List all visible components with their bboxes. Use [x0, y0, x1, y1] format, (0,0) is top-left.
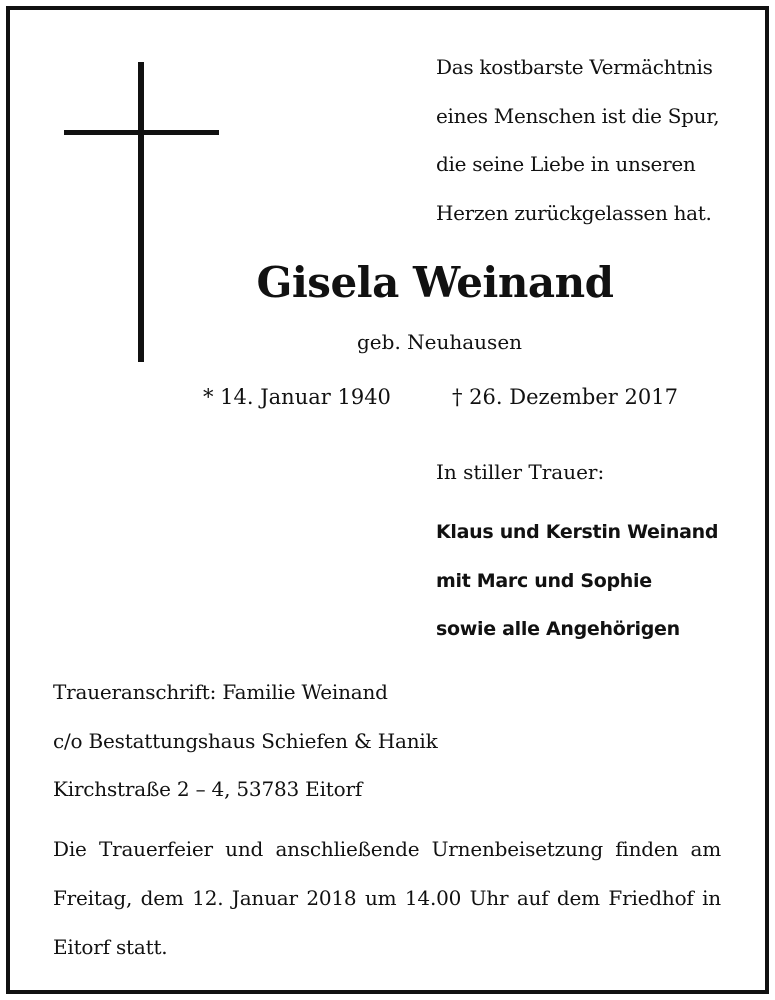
- quote-line: Das kostbarste Vermächtnis: [436, 55, 713, 79]
- mourner-line: Klaus und Kerstin Weinand: [436, 521, 719, 543]
- address-line: Traueranschrift: Familie Weinand: [53, 680, 388, 704]
- death-date: † 26. Dezember 2017: [452, 385, 678, 409]
- mourners-heading: In stiller Trauer:: [436, 460, 605, 484]
- memorial-quote: [436, 43, 719, 237]
- quote-line: eines Menschen ist die Spur,: [436, 103, 720, 128]
- quote-line: die seine Liebe in unseren: [436, 152, 696, 176]
- deceased-name: Gisela Weinand: [256, 258, 614, 307]
- mourner-line: mit Marc und Sophie: [436, 569, 652, 592]
- birth-date: * 14. Januar 1940: [203, 385, 391, 409]
- mourning-address: [53, 668, 438, 814]
- ceremony-notice: Die Trauerfeier und anschließende Urnenbeisetzung finden am Freitag, dem 12. Januar 2018 um 14.00 Uhr auf dem Friedhof in Eitorf statt.: [53, 837, 721, 959]
- mourners-list: [436, 508, 718, 654]
- maiden-name: geb. Neuhausen: [357, 330, 523, 354]
- mourner-line: sowie alle Angehörigen: [436, 618, 680, 640]
- quote-line: Herzen zurückgelassen hat.: [436, 200, 712, 225]
- cross-icon-horizontal: [64, 130, 219, 135]
- address-line: Kirchstraße 2 – 4, 53783 Eitorf: [53, 777, 363, 801]
- address-line: c/o Bestattungshaus Schiefen & Hanik: [53, 728, 438, 753]
- cross-icon-vertical: [138, 62, 144, 362]
